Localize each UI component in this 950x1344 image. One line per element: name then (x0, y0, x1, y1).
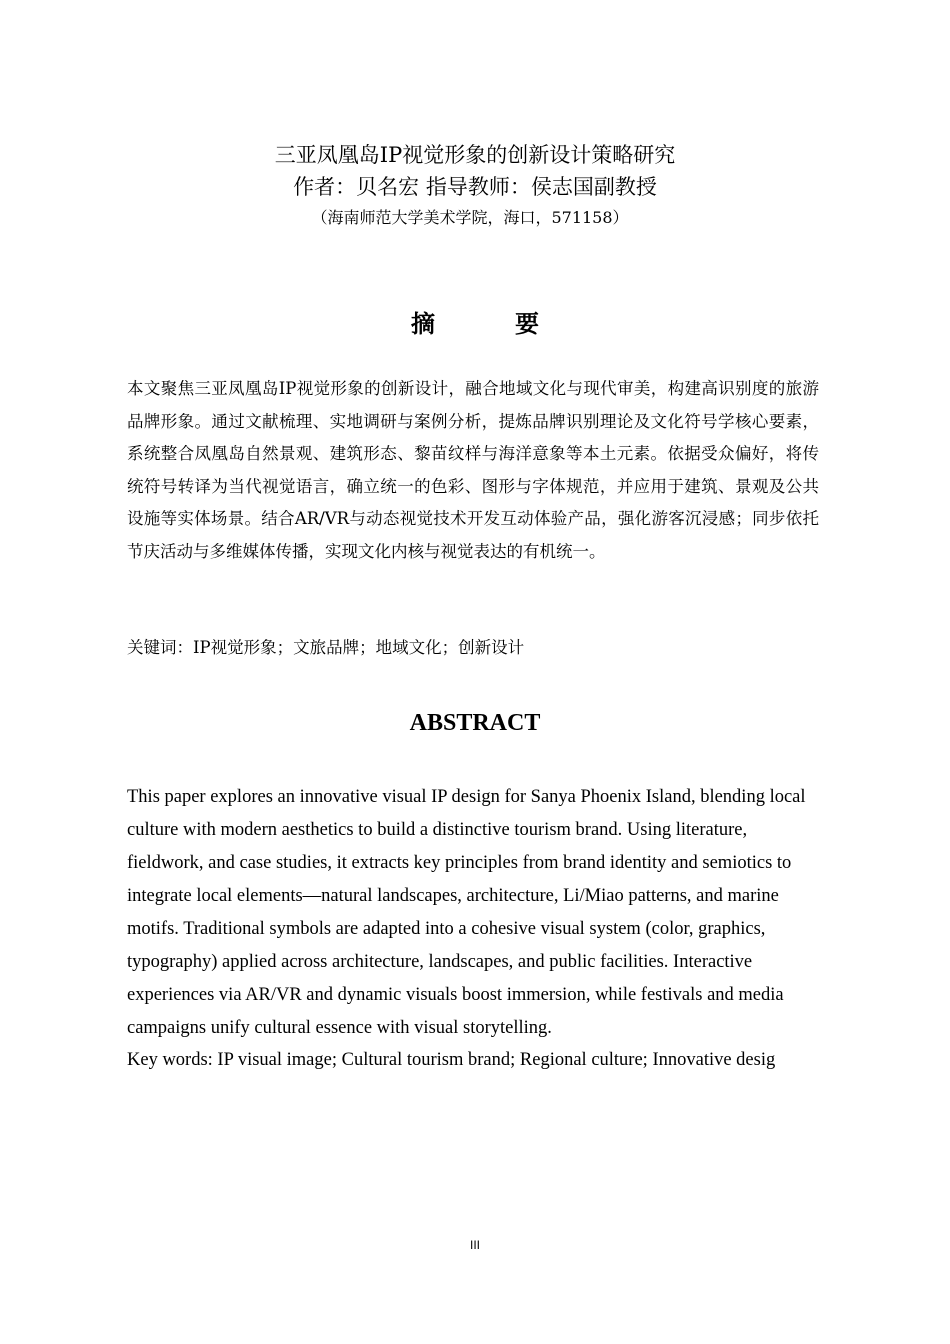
cn-abstract-heading: 摘要 (411, 310, 619, 338)
title-block (0, 140, 950, 230)
page-number: III (469, 1238, 480, 1252)
author-line: 作者：贝名宏 指导教师：侯志国副教授 (293, 175, 657, 199)
affiliation: （海南师范大学美术学院，海口，571158） (311, 208, 629, 227)
paper-title: 三亚凤凰岛IP视觉形象的创新设计策略研究 (274, 143, 676, 167)
cn-abstract-body: 本文聚焦三亚凤凰岛IP视觉形象的创新设计，融合地域文化与现代审美，构建高识别度的旅游品牌形象。通过文献梳理、实地调研与案例分析，提炼品牌识别理论及文化符号学核心要素，系统整合凤凰岛自然景观、建筑形态、黎苗纹样与海洋意象等本土元素。依据受众偏好，将传统符号转译为当代视觉语言，确立统一的色彩、图形与字体规范，并应用于建筑、景观及公共设施等实体场景。结合AR/VR与动态视觉技术开发互动体验产品，强化游客沉浸感；同步依托节庆活动与多维媒体传播，实现文化内核与视觉表达的有机统一。 (127, 379, 819, 561)
en-abstract-body: This paper explores an innovative visual IP design for Sanya Phoenix Island, blending local culture with modern aesthetics to build a distinctive tourism brand. Using literature, fieldwork, and case studies, it extracts key principles from brand identity and semiotics to integrate local elements—natural landscapes, architecture, Li/Miao patterns, and marine motifs. Traditional symbols are adapted into a cohesive visual system (color, graphics, typography) applied across architecture, landscapes, and public facilities. Interactive experiences via AR/VR and dynamic visuals boost immersion, while festivals and media campaigns unify cultural essence with visual storytelling. (127, 787, 806, 1038)
en-keywords: Key words: IP visual image; Cultural tourism brand; Regional culture; Innovative desig (127, 1050, 776, 1070)
en-abstract-heading: ABSTRACT (409, 710, 541, 736)
cn-keywords: 关键词：IP视觉形象；文旅品牌；地域文化；创新设计 (127, 638, 525, 657)
